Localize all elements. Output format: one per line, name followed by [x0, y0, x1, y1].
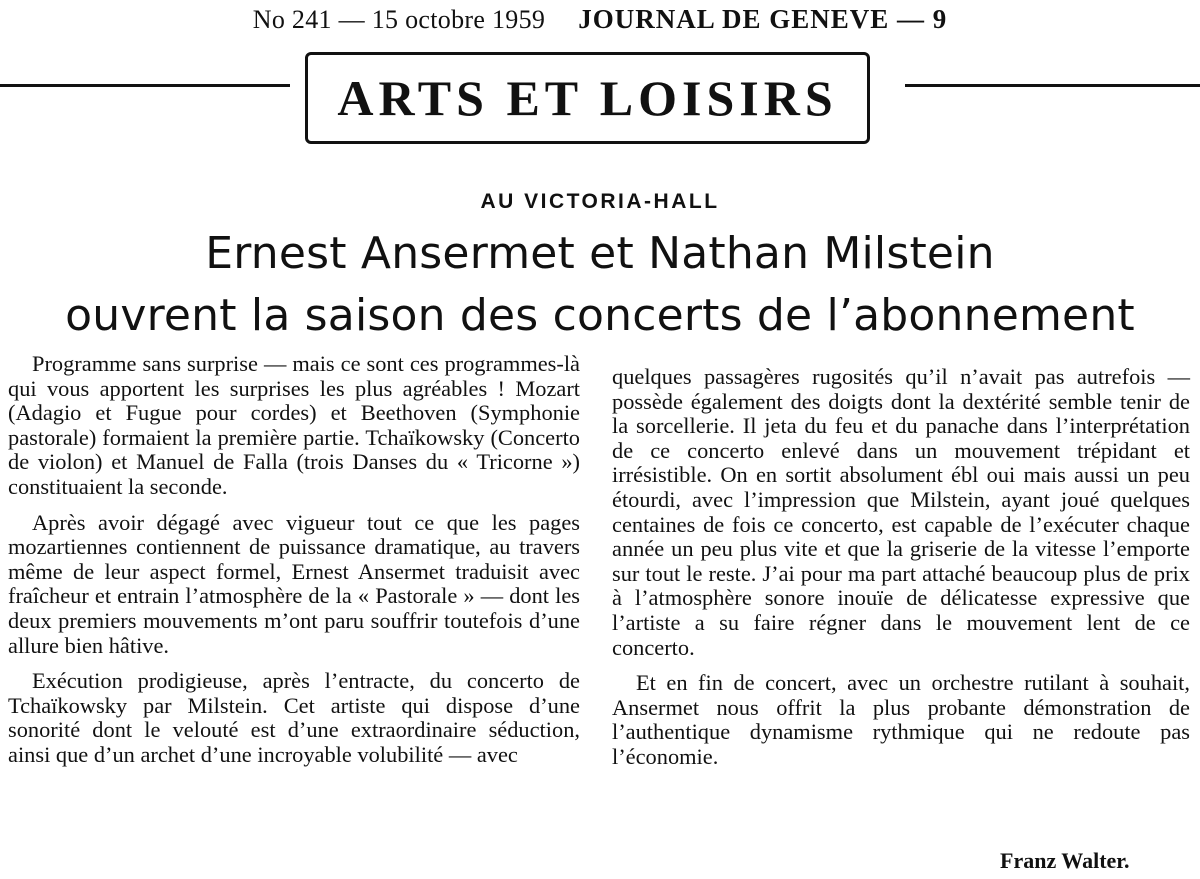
article-kicker: AU VICTORIA-HALL	[480, 190, 720, 213]
section-banner	[305, 52, 870, 144]
article-column-left	[8, 352, 580, 779]
paragraph: Après avoir dégagé avec vigueur tout ce que les pages mozartiennes contiennent de puissance dramatique, au travers même de leur aspect formel, Ernest Ansermet traduisit avec fraîcheur et entrain l’atmosphère de la « Pastorale » — dont les deux premiers mouvements m’ont paru souffrir toutefois d’une allure bien hâtive.	[8, 509, 580, 658]
rule-right	[905, 84, 1200, 87]
issue-date: No 241 — 15 octobre 1959	[252, 5, 546, 34]
headline-line-2: ouvrent la saison des concerts de l’abonnement	[65, 290, 1135, 341]
masthead	[0, 4, 1200, 40]
article-column-right	[612, 365, 1190, 781]
section-title: ARTS ET LOISIRS	[337, 70, 838, 126]
headline-line-1: Ernest Ansermet et Nathan Milstein	[205, 228, 995, 279]
author-signature: Franz Walter.	[1000, 848, 1130, 873]
rule-left	[0, 84, 290, 87]
paragraph: Programme sans surprise — mais ce sont ces programmes-là qui vous apportent les surprises les plus agréables ! Mozart (Adagio et Fugue pour cordes) et Beethoven (Symphonie pastorale) formaient la première partie. Tchaïkowsky (Concerto de violon) et Manuel de Falla (trois Danses du « Tricorne ») constituaient la seconde.	[8, 351, 580, 499]
journal-name: JOURNAL DE GENEVE — 9	[578, 4, 948, 34]
paragraph-continuation: quelques passagères rugosités qu’il n’avait pas autrefois — possède également des doigts dont la dextérité semble tenir de la sorcellerie. Il jeta du feu et du panache dans l’interprétation de ce concerto enlevé dans un mouvement trépidant et irrésistible. On en sortit absolument ébl oui mais aussi un peu étourdi, avec l’impression que Milstein, ayant joué quelques centaines de fois ce concerto, est capable de l’exécuter chaque année un peu plus vite et que la griserie de la vitesse l’emporte sur tout le reste. J’ai pour ma part attaché beaucoup plus de prix à l’atmosphère sonore inouïe de délicatesse expressive que l’artiste a su faire régner dans le mouvement lent de ce concerto.	[612, 364, 1190, 660]
paragraph: Exécution prodigieuse, après l’entracte, du concerto de Tchaïkowsky par Milstein. Cet artiste qui dispose d’une sonorité dont le velouté est d’une extraordinaire séduction, ainsi que d’un archet d’une incroyable volubilité — avec	[8, 668, 580, 767]
paragraph: Et en fin de concert, avec un orchestre rutilant à souhait, Ansermet nous offrit la plus probante démonstration de l’authentique dynamisme rythmique qui ne redoute pas l’économie.	[612, 670, 1190, 769]
